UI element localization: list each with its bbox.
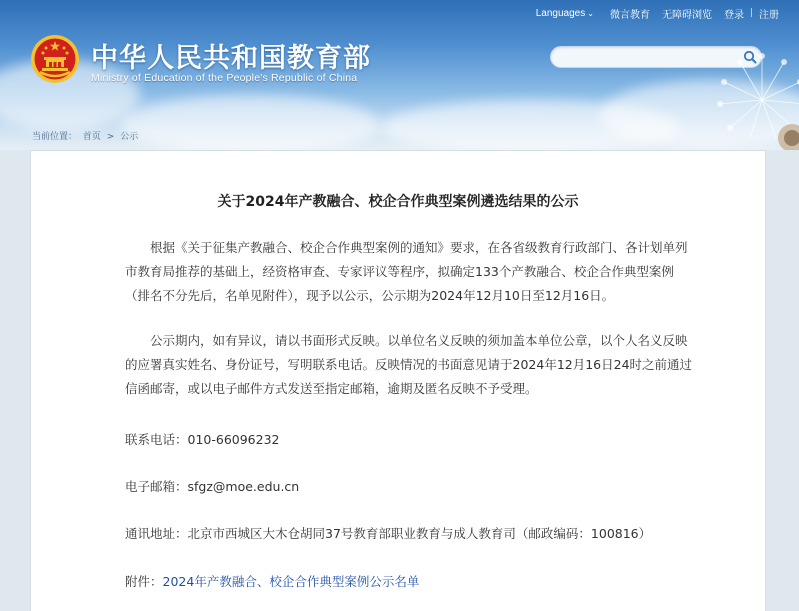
weiyan-jiaoyu-link[interactable]: 微言教育 <box>609 9 650 21</box>
article-paragraph: 根据《关于征集产教融合、校企合作典型案例的通知》要求，在各省级教育行政部门、各计划单列市教育局推荐的基础上，经资格审查、专家评议等程序，拟确定133个产教融合、校企合作典型案例（排名不分先后，名单见附件），现予以公示，公示期为2024年12月10日至12月16日。 <box>125 240 688 303</box>
attachment-link[interactable]: 2024年产教融合、校企合作典型案例公示名单 <box>162 574 420 589</box>
site-header <box>0 0 799 150</box>
cloud-decoration <box>120 95 380 150</box>
site-subtitle: Ministry of Education of the People's Republic of China <box>91 72 358 84</box>
national-emblem-icon[interactable] <box>30 34 80 84</box>
attachment-label: 附件： <box>125 574 163 589</box>
attachment-line <box>125 572 419 590</box>
contact-email: 电子邮箱：sfgz@moe.edu.cn <box>125 479 300 494</box>
contact-address: 通讯地址：北京市西城区大木仓胡同37号教育部职业教育与成人教育司（邮政编码：100816） <box>125 526 652 541</box>
register-link[interactable]: 注册 <box>759 9 779 21</box>
article-paragraph: 公示期内，如有异议，请以书面形式反映。以单位名义反映的须加盖本单位公章，以个人名义反映的应署真实姓名、身份证号，写明联系电话。反映情况的书面意见请于2024年12月16日24时之前通过信函邮寄，或以电子邮件方式发送至指定邮箱，逾期及匿名反映不予受理。 <box>125 333 693 396</box>
breadcrumb-home[interactable]: 首页 <box>82 132 101 142</box>
dandelion-decoration <box>700 38 799 150</box>
breadcrumb-prefix: 当前位置： <box>32 132 78 142</box>
chevron-down-icon[interactable]: ⌄ <box>587 8 594 18</box>
contact-phone: 联系电话：010-66096232 <box>125 432 280 447</box>
accessibility-link[interactable]: 无障碍浏览 <box>661 9 712 21</box>
article-panel <box>30 150 766 611</box>
login-link[interactable]: 登录 <box>723 9 744 21</box>
breadcrumb-separator: > <box>106 132 115 142</box>
languages-menu[interactable]: Languages <box>535 7 586 19</box>
breadcrumb <box>32 129 141 142</box>
divider: | <box>749 8 753 18</box>
article-title: 关于2024年产教融合、校企合作典型案例遴选结果的公示 <box>217 194 579 210</box>
top-bar <box>536 6 785 20</box>
breadcrumb-current[interactable]: 公示 <box>120 132 139 142</box>
site-title[interactable]: 中华人民共和国教育部 <box>91 43 371 74</box>
